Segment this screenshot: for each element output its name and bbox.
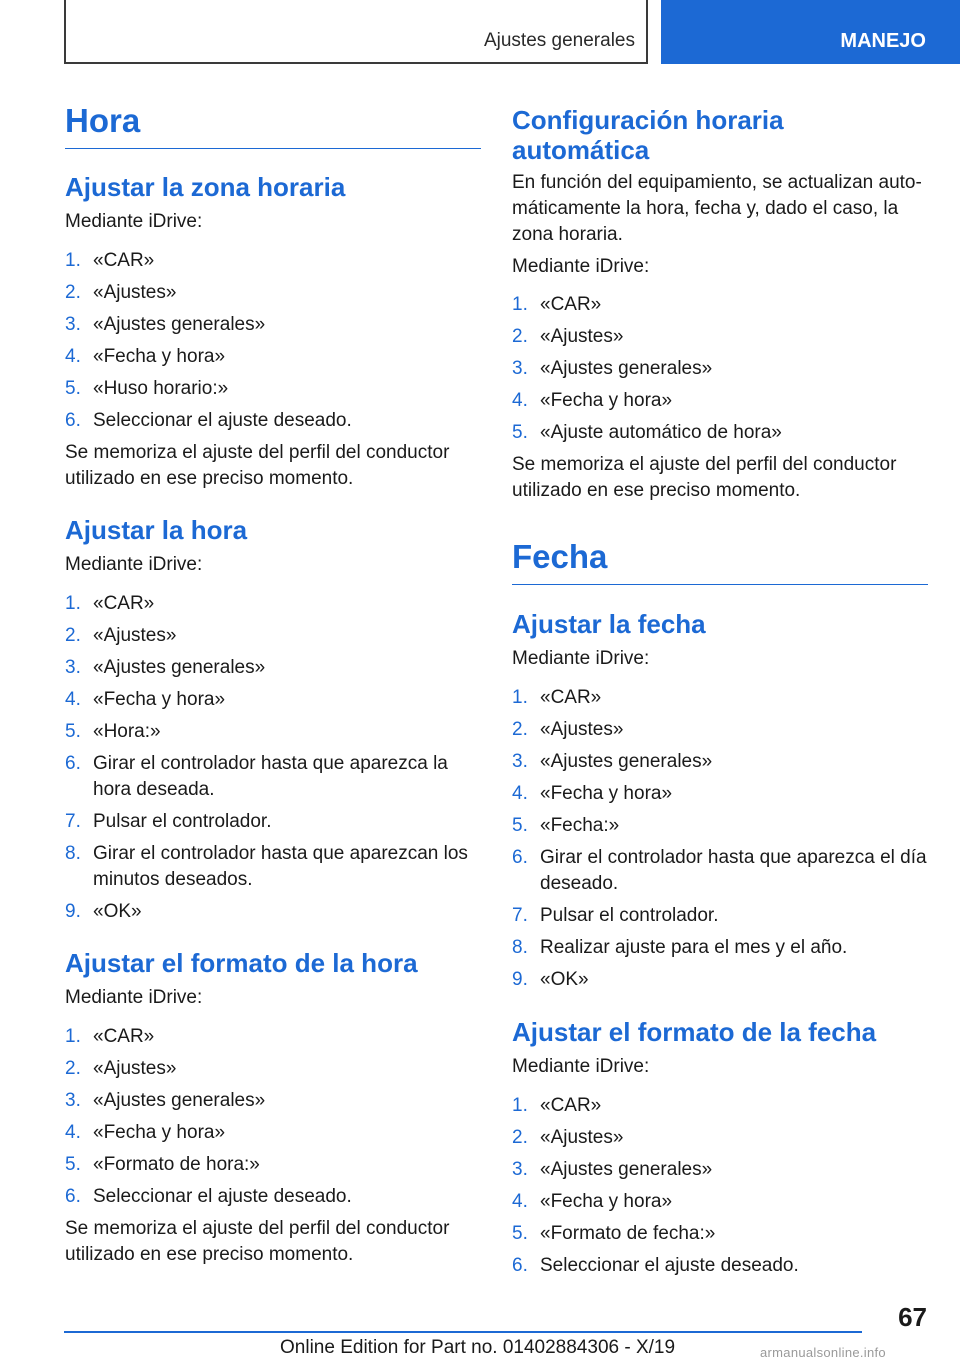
list-item: 2. «Ajustes»	[65, 1058, 177, 1079]
header-section-title: Ajustes generales	[483, 30, 635, 51]
list-item: 2. «Ajustes»	[512, 326, 624, 347]
list-item: 5. «Formato de fecha:»	[512, 1223, 716, 1244]
list-item: 4. «Fecha y hora»	[65, 689, 226, 710]
formato-hora-note-line-2: utilizado en ese preciso momento.	[65, 1244, 354, 1265]
auto-desc-line-3: zona horaria.	[512, 224, 623, 245]
header-chapter-label: MANEJO	[840, 29, 926, 52]
list-item: 5. «Hora:»	[65, 721, 161, 742]
list-item-continuation: hora deseada.	[93, 779, 215, 800]
heading-ajustar-hora: Ajustar la hora	[65, 515, 248, 545]
list-item: 4. «Fecha y hora»	[512, 1191, 673, 1212]
formato-hora-note-line-1: Se memoriza el ajuste del perfil del conductor	[65, 1218, 450, 1239]
header-chapter-tab	[661, 0, 960, 64]
list-item: 6. Seleccionar el ajuste deseado.	[65, 1186, 352, 1207]
heading-config-auto-line-1: Configuración horaria	[512, 105, 784, 135]
list-item: 5. «Fecha:»	[512, 815, 620, 836]
list-item: 1. «CAR»	[512, 1095, 602, 1116]
section-title-fecha: Fecha	[512, 538, 928, 585]
list-item: 6. Seleccionar el ajuste deseado.	[512, 1255, 799, 1276]
zona-intro: Mediante iDrive:	[65, 211, 203, 232]
list-item: 2. «Ajustes»	[512, 719, 624, 740]
footer-divider	[64, 1331, 862, 1333]
list-item: 3. «Ajustes generales»	[512, 358, 713, 379]
footer-edition: Online Edition for Part no. 01402884306 - X/19	[280, 1337, 676, 1358]
heading-ajustar-fecha: Ajustar la fecha	[512, 609, 706, 639]
formato-fecha-intro: Mediante iDrive:	[512, 1056, 650, 1077]
formato-hora-intro: Mediante iDrive:	[65, 987, 203, 1008]
list-item: 1. «CAR»	[65, 250, 155, 271]
list-item: 6. Seleccionar el ajuste deseado.	[65, 410, 352, 431]
list-item: 3. «Ajustes generales»	[512, 751, 713, 772]
list-item: 9. «OK»	[65, 901, 142, 922]
list-item: 7. Pulsar el controlador.	[512, 905, 719, 926]
heading-config-auto-line-2: automática	[512, 135, 650, 165]
auto-desc-line-2: máticamente la hora, fecha y, dado el caso, la	[512, 198, 899, 219]
auto-desc-line-1: En función del equipamiento, se actualizan auto‐	[512, 172, 922, 193]
section-title-hora: Hora	[65, 102, 481, 149]
heading-formato-hora: Ajustar el formato de la hora	[65, 948, 418, 978]
list-item: 4. «Fecha y hora»	[65, 1122, 226, 1143]
fecha-intro: Mediante iDrive:	[512, 648, 650, 669]
list-item: 4. «Fecha y hora»	[65, 346, 226, 367]
page-number: 67	[898, 1302, 927, 1332]
list-item: 5. «Formato de hora:»	[65, 1154, 260, 1175]
list-item: 8. Realizar ajuste para el mes y el año.	[512, 937, 848, 958]
zona-note-line-1: Se memoriza el ajuste del perfil del conductor	[65, 442, 450, 463]
list-item: 3. «Ajustes generales»	[65, 1090, 266, 1111]
list-item: 5. «Ajuste automático de hora»	[512, 422, 782, 443]
list-item: 1. «CAR»	[512, 687, 602, 708]
list-item-continuation: deseado.	[540, 873, 619, 894]
watermark: armanualsonline.info	[760, 1345, 886, 1360]
list-item: 8. Girar el controlador hasta que aparezcan los	[65, 843, 468, 864]
hora-intro: Mediante iDrive:	[65, 554, 203, 575]
list-item: 3. «Ajustes generales»	[65, 657, 266, 678]
list-item: 5. «Huso horario:»	[65, 378, 229, 399]
list-item: 1. «CAR»	[65, 1026, 155, 1047]
list-item: 3. «Ajustes generales»	[65, 314, 266, 335]
list-item: 4. «Fecha y hora»	[512, 390, 673, 411]
auto-note-line-2: utilizado en ese preciso momento.	[512, 480, 801, 501]
auto-note-line-1: Se memoriza el ajuste del perfil del conductor	[512, 454, 897, 475]
list-item: 1. «CAR»	[512, 294, 602, 315]
heading-formato-fecha: Ajustar el formato de la fecha	[512, 1017, 877, 1047]
list-item: 2. «Ajustes»	[65, 282, 177, 303]
list-item-continuation: minutos deseados.	[93, 869, 253, 890]
list-item: 2. «Ajustes»	[65, 625, 177, 646]
auto-intro: Mediante iDrive:	[512, 256, 650, 277]
list-item: 6. Girar el controlador hasta que aparezca el día	[512, 847, 927, 868]
list-item: 9. «OK»	[512, 969, 589, 990]
list-item: 1. «CAR»	[65, 593, 155, 614]
list-item: 7. Pulsar el controlador.	[65, 811, 272, 832]
list-item: 3. «Ajustes generales»	[512, 1159, 713, 1180]
list-item: 6. Girar el controlador hasta que aparezca la	[65, 753, 448, 774]
heading-zona-horaria: Ajustar la zona horaria	[65, 172, 346, 202]
zona-note-line-2: utilizado en ese preciso momento.	[65, 468, 354, 489]
list-item: 4. «Fecha y hora»	[512, 783, 673, 804]
list-item: 2. «Ajustes»	[512, 1127, 624, 1148]
